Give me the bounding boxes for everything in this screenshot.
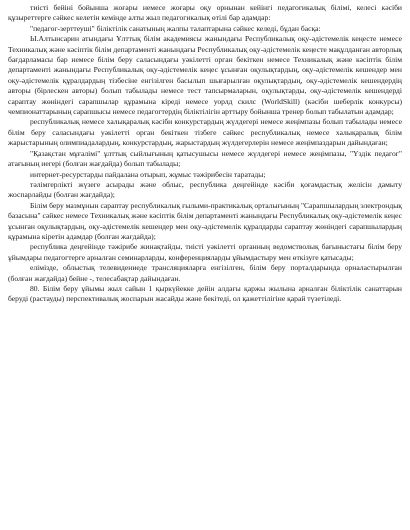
paragraph-4: республикалық немесе халықаралық кәсіби конкурстардың жүлдегері немесе жеңімпазы болып табылады немесе білім беру саласындағы уәкілетті орган бекіткен тізбеге сәйкес республикалық немесе халықаралық білім жарыстарының олимпиадалардың, конкурстардың, жарыстардың жүлдегерлерін немесе жеңімпаздарын дайындаған;: [8, 117, 402, 148]
paragraph-11: 80. Білім беру ұйымы жыл сайын 1 қыркүйекке дейін алдағы қаржы жылына арналған біліктілік санаттарын беруді (растауды) перспективалық жоспарын жасайды және бекітеді, ол қажеттілігіне қарай түзетіледі.: [8, 283, 402, 304]
paragraph-6: интернет-ресурстарды пайдалана отырып, жұмыс тәжірибесін таратады;: [30, 169, 266, 179]
paragraph-9: республика деңгейінде тәжірибе жинақтайды, тиісті уәкілетті органның ведомстволық бағыныстағы білім беру ұйымдары педагогтерге арналған семинарларды, конференцияларды ұйымдастыру мен өткізуге қатысады;: [8, 242, 402, 262]
paragraph-5: "Қазақстан мұғалімі" ұлттық сыйлығының қатысушысы немесе жүлдегері немесе жеңімпазы, "Үздік педагог" атағының иегері (болған жағдайда) болып табылады;: [8, 148, 402, 169]
paragraph-2: "педагог-зерттеуші" біліктілік санатының жалпы талаптарына сәйкес келеді, бұдан басқа:: [30, 23, 321, 33]
paragraph-10: елімізде, облыстық телевидениеде трансляцияларға енгізілген, білім беру порталдарында орналастырылған (болған жағдайда) бейне -, телесабақтар дайындаған.: [8, 263, 402, 283]
paragraph-3: Ы.Алтынсарин атындағы Ұлттық білім академиясы жанындағы Республикалық оқу-әдістемелік кеңесте немесе Техникалық және кәсіптік білім департаменті жанындағы Республикалық оқу-әдістемелік кеңесте мақұлданған авторлық бағдарламасы бар немесе білім беру саласындағы уәкілетті орган бекіткен немесе Техникалық және кәсіптік білім департаменті жанындағы Республикалық оқу-әдістемелік кеңес ұсынған оқулықтардың, оқу-әдістемелік кешендер мен оқу-әдістемелік құралдардың тізбесіне енгізілген басылып шығарылған оқулықтардың, оқу-әдістемелік кешендердің авторы (бірлескен авторы) болып табылады немесе тест тапсырмаларын, оқулықтарды, оқу-әдістемелік кешендерді сараптау жөніндегі сарапшылар құрамына кіреді немесе уорлд скилс (WorldSkill) (кәсіби шеберлік конкурсы) чемпионаттарының сарапшысы немесе педагогтердің біліктілігін арттыру бойынша тренер болып табылатын адамдар;: [8, 34, 402, 117]
paragraph-7: тәлімгерлікті жүзеге асырады және облыс, республика деңгейінде кәсіби қоғамдастық желісін дамыту жоспарлайды (болған жағдайда);: [8, 179, 402, 200]
paragraph-1: тиісті бейіні бойынша жоғары немесе жоғары оқу орнынан кейінгі педагогикалық білімі, келесі кәсіби құзыреттерге сәйкес келетін кемінде алты жыл педагогикалық өтілі бар адамдар:: [8, 3, 402, 23]
paragraph-8: Білім беру мазмұнын сараптау республикалық ғылыми-практикалық орталығының "Сарапшылардың электрондық базасына" сәйкес немесе Техникалық және кәсіптік білім департаменті жанындағы Республикалық оқу-әдістемелік кеңес ұсынған оқулықтардың, оқу-әдістемелік кешендер мен оқу-әдістемелік құралдарды сараптау жөніндегі сарапшылардың құрамына кіретін адамдар (болған жағдайда);: [8, 200, 402, 241]
